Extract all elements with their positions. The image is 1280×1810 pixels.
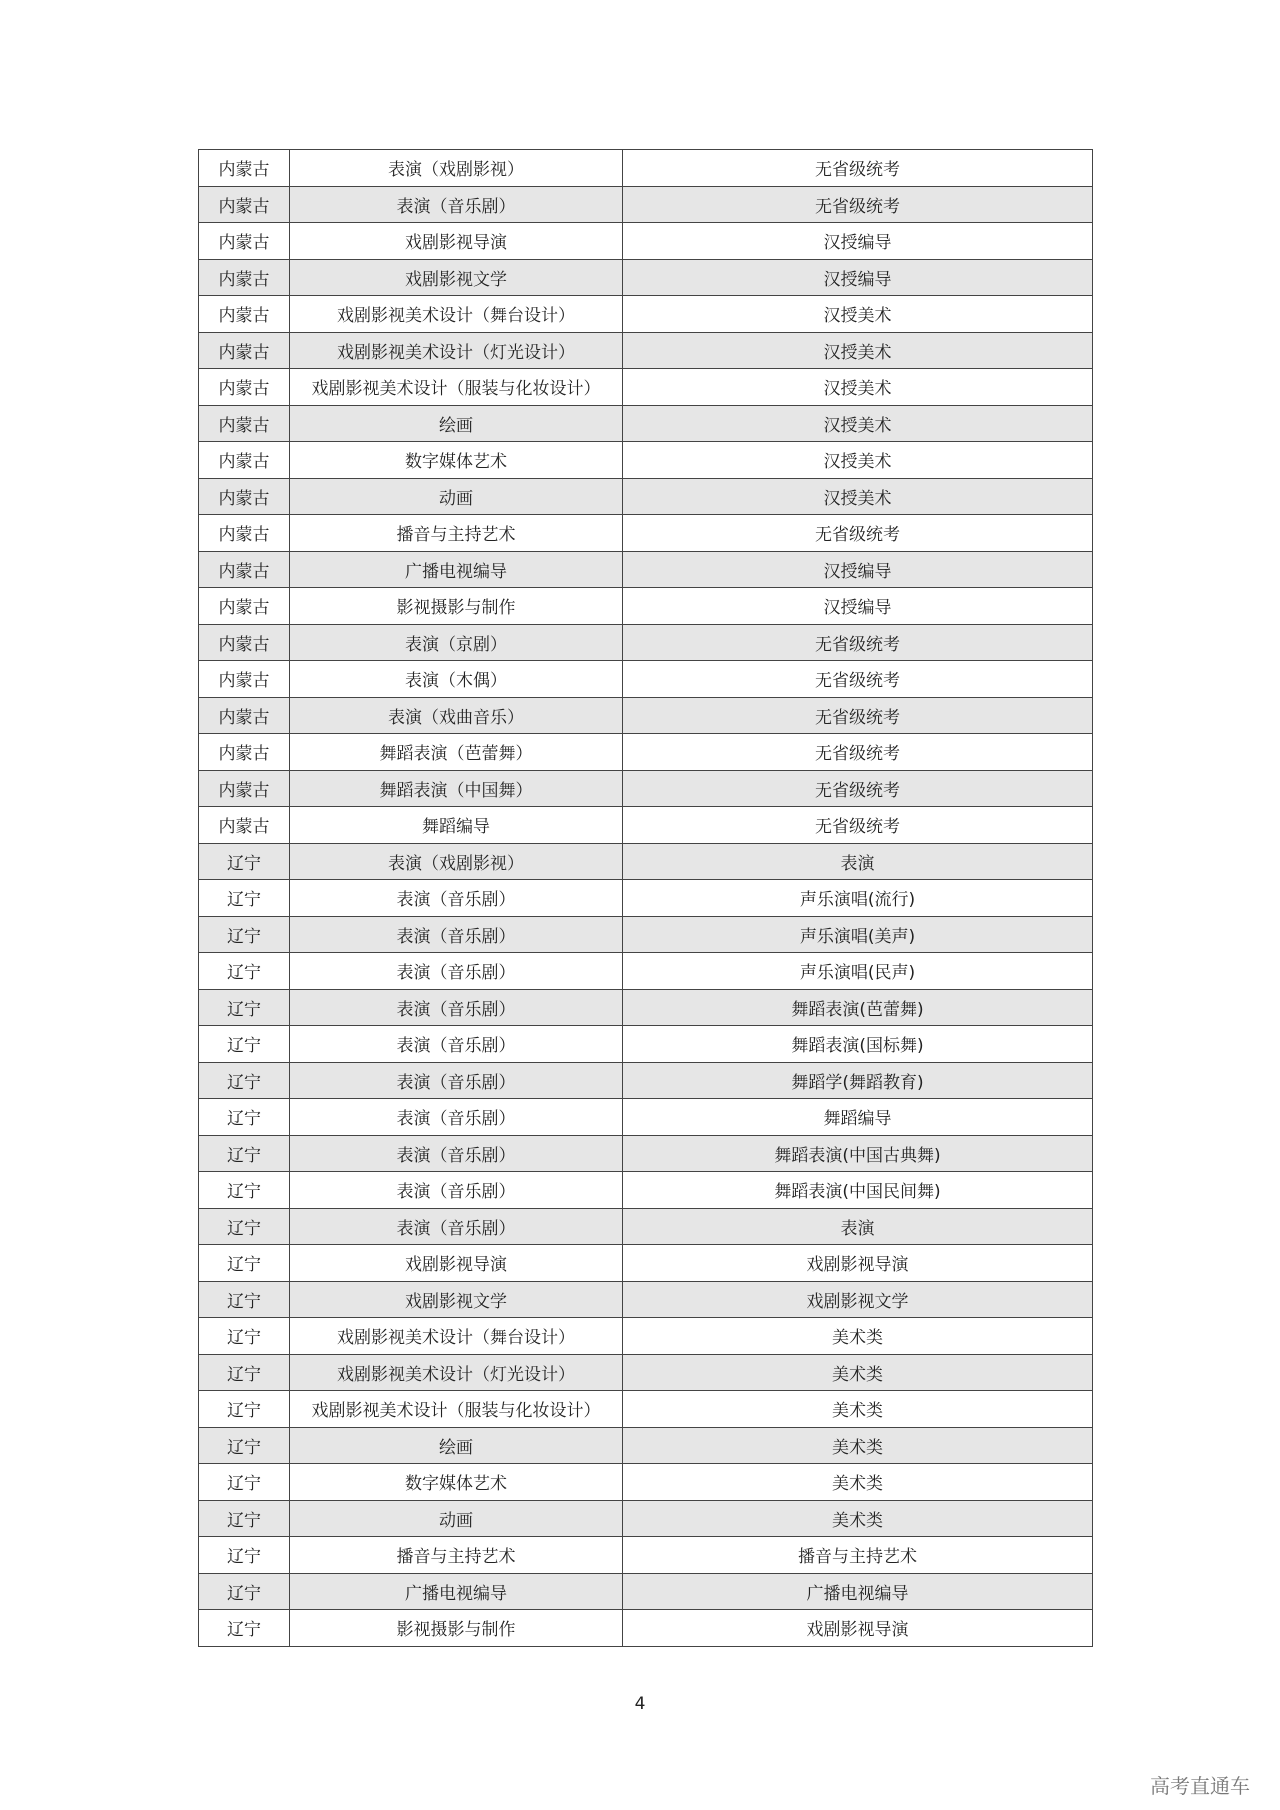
exam-category-cell: 舞蹈表演(中国古典舞) [623, 1135, 1093, 1172]
province-cell: 内蒙古 [199, 405, 290, 442]
table-row [199, 1026, 1093, 1063]
exam-category-cell: 声乐演唱(美声) [623, 916, 1093, 953]
major-cell: 表演（音乐剧） [290, 880, 623, 917]
province-cell: 内蒙古 [199, 697, 290, 734]
major-cell: 舞蹈表演（芭蕾舞） [290, 734, 623, 771]
table-row [199, 223, 1093, 260]
table-row [199, 1500, 1093, 1537]
exam-category-cell: 汉授编导 [623, 259, 1093, 296]
major-cell: 戏剧影视美术设计（服装与化妆设计） [290, 369, 623, 406]
table-row [199, 697, 1093, 734]
province-cell: 内蒙古 [199, 332, 290, 369]
exam-category-cell: 美术类 [623, 1391, 1093, 1428]
major-cell: 戏剧影视文学 [290, 1281, 623, 1318]
table-row [199, 1354, 1093, 1391]
table-row [199, 843, 1093, 880]
province-cell: 辽宁 [199, 1318, 290, 1355]
table-row [199, 661, 1093, 698]
exam-category-cell: 美术类 [623, 1354, 1093, 1391]
province-cell: 内蒙古 [199, 551, 290, 588]
province-cell: 辽宁 [199, 1427, 290, 1464]
province-cell: 辽宁 [199, 1281, 290, 1318]
exam-category-cell: 播音与主持艺术 [623, 1537, 1093, 1574]
province-cell: 内蒙古 [199, 259, 290, 296]
exam-category-cell: 无省级统考 [623, 515, 1093, 552]
major-cell: 表演（京剧） [290, 624, 623, 661]
major-cell: 戏剧影视美术设计（灯光设计） [290, 332, 623, 369]
page-number: 4 [634, 1694, 646, 1714]
exam-category-cell: 汉授美术 [623, 442, 1093, 479]
table-row [199, 478, 1093, 515]
major-cell: 戏剧影视文学 [290, 259, 623, 296]
exam-category-cell: 汉授编导 [623, 223, 1093, 260]
exam-category-cell: 无省级统考 [623, 624, 1093, 661]
exam-category-cell: 美术类 [623, 1500, 1093, 1537]
province-cell: 辽宁 [199, 1391, 290, 1428]
province-cell: 辽宁 [199, 1500, 290, 1537]
province-cell: 内蒙古 [199, 150, 290, 187]
table-row [199, 1099, 1093, 1136]
major-cell: 舞蹈编导 [290, 807, 623, 844]
exam-category-cell: 美术类 [623, 1464, 1093, 1501]
table-row [199, 296, 1093, 333]
province-cell: 辽宁 [199, 1573, 290, 1610]
major-cell: 影视摄影与制作 [290, 1610, 623, 1647]
major-cell: 表演（音乐剧） [290, 989, 623, 1026]
province-cell: 辽宁 [199, 989, 290, 1026]
major-cell: 数字媒体艺术 [290, 1464, 623, 1501]
table-row [199, 770, 1093, 807]
province-cell: 辽宁 [199, 1135, 290, 1172]
province-cell: 辽宁 [199, 843, 290, 880]
exam-category-cell: 表演 [623, 1208, 1093, 1245]
exam-category-cell: 戏剧影视导演 [623, 1610, 1093, 1647]
major-cell: 广播电视编导 [290, 551, 623, 588]
major-cell: 戏剧影视美术设计（舞台设计） [290, 1318, 623, 1355]
exam-category-cell: 无省级统考 [623, 186, 1093, 223]
table-row [199, 989, 1093, 1026]
table-row [199, 442, 1093, 479]
exam-category-cell: 无省级统考 [623, 697, 1093, 734]
province-cell: 辽宁 [199, 1245, 290, 1282]
major-cell: 影视摄影与制作 [290, 588, 623, 625]
major-cell: 表演（音乐剧） [290, 953, 623, 990]
major-category-table [198, 149, 1093, 1647]
exam-category-cell: 戏剧影视导演 [623, 1245, 1093, 1282]
table-row [199, 1281, 1093, 1318]
province-cell: 内蒙古 [199, 442, 290, 479]
watermark: 高考直通车 [1150, 1774, 1250, 1798]
major-cell: 绘画 [290, 405, 623, 442]
province-cell: 辽宁 [199, 916, 290, 953]
province-cell: 辽宁 [199, 1610, 290, 1647]
province-cell: 辽宁 [199, 953, 290, 990]
major-cell: 绘画 [290, 1427, 623, 1464]
table-row [199, 916, 1093, 953]
table-row [199, 624, 1093, 661]
major-cell: 表演（音乐剧） [290, 1135, 623, 1172]
exam-category-cell: 表演 [623, 843, 1093, 880]
table-row [199, 734, 1093, 771]
exam-category-cell: 汉授美术 [623, 332, 1093, 369]
exam-category-cell: 汉授美术 [623, 405, 1093, 442]
province-cell: 辽宁 [199, 880, 290, 917]
province-cell: 内蒙古 [199, 515, 290, 552]
exam-category-cell: 无省级统考 [623, 661, 1093, 698]
table-row [199, 588, 1093, 625]
table-row [199, 369, 1093, 406]
table-row [199, 1062, 1093, 1099]
province-cell: 内蒙古 [199, 186, 290, 223]
table-row [199, 880, 1093, 917]
major-cell: 戏剧影视导演 [290, 1245, 623, 1282]
province-cell: 内蒙古 [199, 734, 290, 771]
table-row [199, 259, 1093, 296]
major-cell: 戏剧影视美术设计（舞台设计） [290, 296, 623, 333]
table-row [199, 1610, 1093, 1647]
exam-category-cell: 舞蹈表演(芭蕾舞) [623, 989, 1093, 1026]
table-row [199, 551, 1093, 588]
major-cell: 动画 [290, 478, 623, 515]
major-cell: 戏剧影视导演 [290, 223, 623, 260]
table-row [199, 150, 1093, 187]
major-cell: 表演（音乐剧） [290, 1208, 623, 1245]
province-cell: 内蒙古 [199, 369, 290, 406]
province-cell: 辽宁 [199, 1208, 290, 1245]
province-cell: 内蒙古 [199, 807, 290, 844]
exam-category-cell: 舞蹈学(舞蹈教育) [623, 1062, 1093, 1099]
table-row [199, 1537, 1093, 1574]
major-cell: 播音与主持艺术 [290, 1537, 623, 1574]
major-cell: 表演（音乐剧） [290, 1172, 623, 1209]
exam-category-cell: 美术类 [623, 1318, 1093, 1355]
exam-category-cell: 汉授美术 [623, 296, 1093, 333]
table-row [199, 186, 1093, 223]
exam-category-cell: 声乐演唱(民声) [623, 953, 1093, 990]
exam-category-cell: 美术类 [623, 1427, 1093, 1464]
table-row [199, 1573, 1093, 1610]
province-cell: 辽宁 [199, 1537, 290, 1574]
table-row [199, 1135, 1093, 1172]
table-row [199, 1245, 1093, 1282]
major-cell: 动画 [290, 1500, 623, 1537]
major-cell: 表演（戏剧影视） [290, 843, 623, 880]
province-cell: 辽宁 [199, 1354, 290, 1391]
major-cell: 表演（音乐剧） [290, 1062, 623, 1099]
major-cell: 舞蹈表演（中国舞） [290, 770, 623, 807]
exam-category-cell: 无省级统考 [623, 770, 1093, 807]
exam-category-cell: 汉授美术 [623, 369, 1093, 406]
province-cell: 内蒙古 [199, 296, 290, 333]
table-row [199, 1318, 1093, 1355]
province-cell: 内蒙古 [199, 661, 290, 698]
major-cell: 表演（音乐剧） [290, 1026, 623, 1063]
major-cell: 表演（木偶） [290, 661, 623, 698]
major-cell: 戏剧影视美术设计（服装与化妆设计） [290, 1391, 623, 1428]
major-cell: 数字媒体艺术 [290, 442, 623, 479]
table-row [199, 1172, 1093, 1209]
major-cell: 播音与主持艺术 [290, 515, 623, 552]
exam-category-cell: 舞蹈表演(国标舞) [623, 1026, 1093, 1063]
table-row [199, 405, 1093, 442]
province-cell: 内蒙古 [199, 478, 290, 515]
major-cell: 表演（音乐剧） [290, 916, 623, 953]
exam-category-cell: 声乐演唱(流行) [623, 880, 1093, 917]
exam-category-cell: 舞蹈表演(中国民间舞) [623, 1172, 1093, 1209]
province-cell: 辽宁 [199, 1026, 290, 1063]
table-row [199, 1464, 1093, 1501]
major-cell: 广播电视编导 [290, 1573, 623, 1610]
exam-category-cell: 戏剧影视文学 [623, 1281, 1093, 1318]
province-cell: 内蒙古 [199, 223, 290, 260]
exam-category-cell: 无省级统考 [623, 150, 1093, 187]
exam-category-cell: 舞蹈编导 [623, 1099, 1093, 1136]
major-cell: 表演（音乐剧） [290, 1099, 623, 1136]
exam-category-cell: 汉授美术 [623, 478, 1093, 515]
major-cell: 表演（戏曲音乐） [290, 697, 623, 734]
exam-category-cell: 广播电视编导 [623, 1573, 1093, 1610]
major-cell: 表演（戏剧影视） [290, 150, 623, 187]
table-row [199, 332, 1093, 369]
exam-category-cell: 汉授编导 [623, 588, 1093, 625]
exam-category-cell: 无省级统考 [623, 734, 1093, 771]
table-row [199, 1427, 1093, 1464]
province-cell: 辽宁 [199, 1099, 290, 1136]
province-cell: 辽宁 [199, 1062, 290, 1099]
province-cell: 内蒙古 [199, 770, 290, 807]
province-cell: 内蒙古 [199, 624, 290, 661]
province-cell: 辽宁 [199, 1172, 290, 1209]
table-row [199, 1391, 1093, 1428]
exam-category-cell: 汉授编导 [623, 551, 1093, 588]
table-row [199, 1208, 1093, 1245]
table-row [199, 807, 1093, 844]
province-cell: 辽宁 [199, 1464, 290, 1501]
major-cell: 表演（音乐剧） [290, 186, 623, 223]
major-cell: 戏剧影视美术设计（灯光设计） [290, 1354, 623, 1391]
table-row [199, 953, 1093, 990]
province-cell: 内蒙古 [199, 588, 290, 625]
table-row [199, 515, 1093, 552]
exam-category-cell: 无省级统考 [623, 807, 1093, 844]
